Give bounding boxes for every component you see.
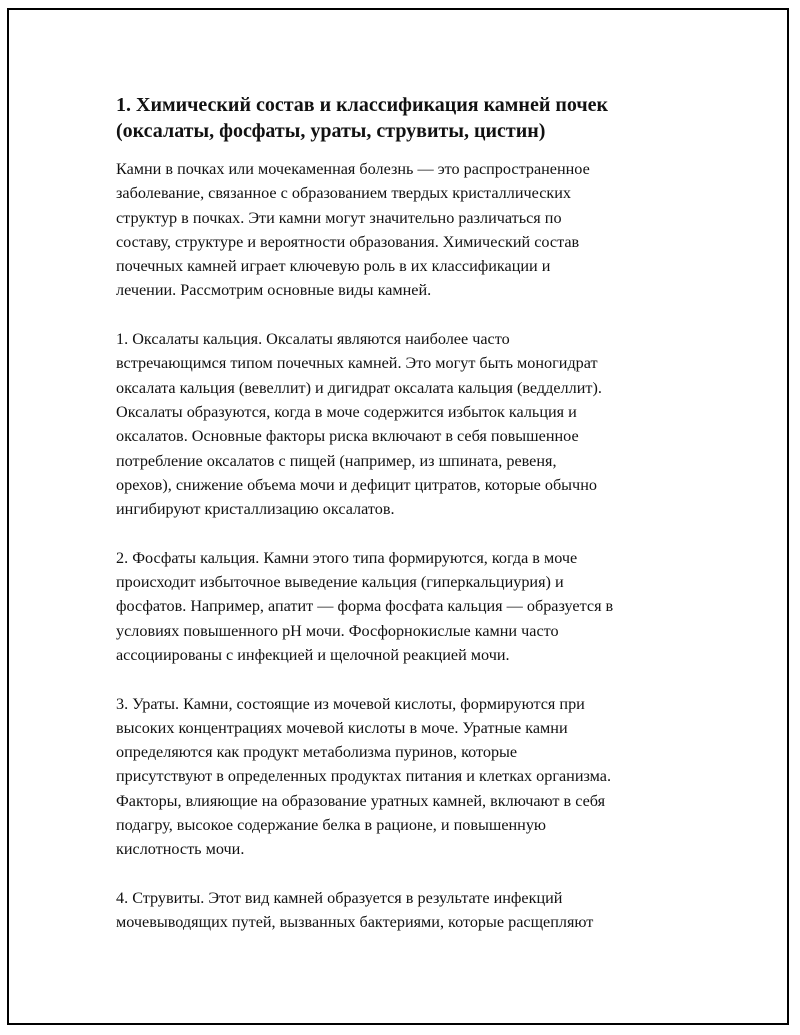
text-line: оксалата кальция (вевеллит) и дигидрат оксалата кальция (ведделлит). xyxy=(116,378,602,397)
text-line: Оксалаты образуются, когда в моче содержится избыток кальция и xyxy=(116,402,577,421)
text-line: фосфатов. Например, апатит — форма фосфата кальция — образуется в xyxy=(116,597,614,616)
text-line: ингибируют кристаллизацию оксалатов. xyxy=(116,500,395,519)
text-line: 3. Ураты. Камни, состоящие из мочевой кислоты, формируются при xyxy=(116,694,585,713)
text-line: 1. Оксалаты кальция. Оксалаты являются наиболее часто xyxy=(116,330,510,349)
paragraph-oxalates xyxy=(116,327,696,521)
text-line: составу, структуре и вероятности образования. Химический состав xyxy=(116,232,580,251)
text-line: 4. Струвиты. Этот вид камней образуется в результате инфекций xyxy=(116,888,563,907)
paragraph-urates xyxy=(116,692,696,862)
text-line: подагру, высокое содержание белка в рационе, и повышенную xyxy=(116,816,547,835)
text-line: орехов), снижение объема мочи и дефицит цитратов, которые обычно xyxy=(116,475,597,494)
text-line: лечении. Рассмотрим основные виды камней. xyxy=(116,281,432,300)
text-line: 2. Фосфаты кальция. Камни этого типа формируются, когда в моче xyxy=(116,548,578,567)
paragraph-phosphates xyxy=(116,546,696,667)
document-body xyxy=(116,92,696,959)
section-heading xyxy=(116,92,696,144)
heading-line: 1. Химический состав и классификация камней почек xyxy=(116,94,609,116)
text-line: высоких концентрациях мочевой кислоты в моче. Уратные камни xyxy=(116,718,568,737)
text-line: Факторы, влияющие на образование уратных камней, включают в себя xyxy=(116,791,606,810)
paragraph-struvites xyxy=(116,886,696,935)
text-line: ассоциированы с инфекцией и щелочной реакцией мочи. xyxy=(116,645,510,664)
text-line: заболевание, связанное с образованием твердых кристаллических xyxy=(116,184,572,203)
text-line: структур в почках. Эти камни могут значительно различаться по xyxy=(116,208,562,227)
text-line: встречающимся типом почечных камней. Это могут быть моногидрат xyxy=(116,354,598,373)
heading-line: (оксалаты, фосфаты, ураты, струвиты, цистин) xyxy=(116,120,546,142)
text-line: потребление оксалатов с пищей (например, из шпината, ревеня, xyxy=(116,451,557,470)
text-line: происходит избыточное выведение кальция (гиперкальциурия) и xyxy=(116,573,564,592)
text-line: определяются как продукт метаболизма пуринов, которые xyxy=(116,743,518,762)
paragraph-intro xyxy=(116,157,696,303)
text-line: кислотность мочи. xyxy=(116,840,245,859)
text-line: условиях повышенного pH мочи. Фосфорнокислые камни часто xyxy=(116,621,559,640)
text-line: Камни в почках или мочекаменная болезнь — это распространенное xyxy=(116,160,590,178)
text-line: мочевыводящих путей, вызванных бактериями, которые расщепляют xyxy=(116,913,594,932)
text-line: почечных камней играет ключевую роль в их классификации и xyxy=(116,257,551,276)
text-line: присутствуют в определенных продуктах питания и клетках организма. xyxy=(116,767,612,786)
text-line: оксалатов. Основные факторы риска включают в себя повышенное xyxy=(116,427,579,446)
